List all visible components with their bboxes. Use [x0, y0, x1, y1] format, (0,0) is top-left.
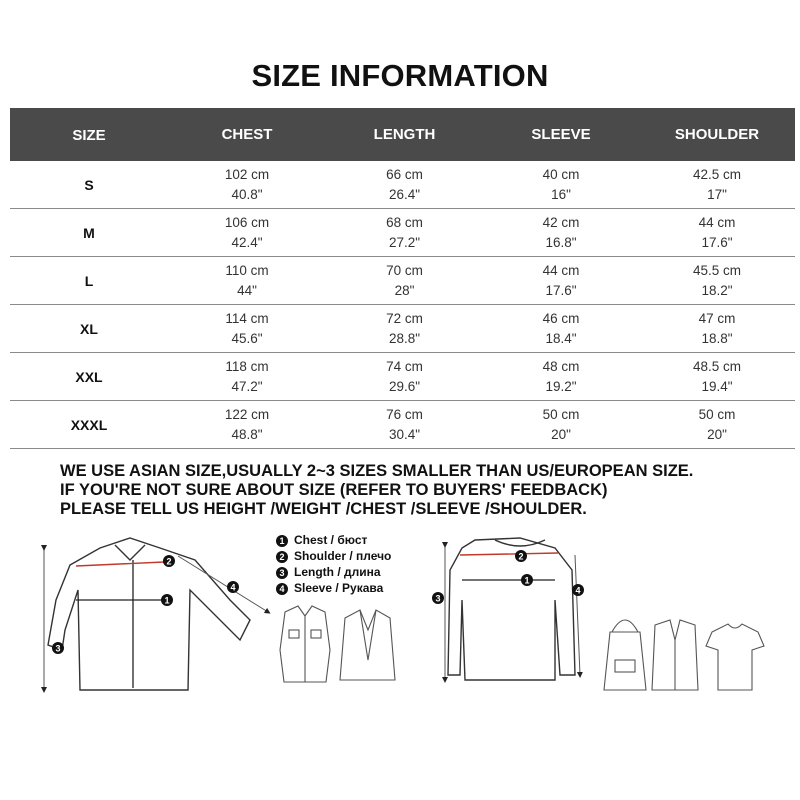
- legend-num-icon: 1: [276, 535, 288, 547]
- chest-cell: [168, 209, 326, 257]
- size-notes: [60, 462, 790, 519]
- chest-cell: [168, 161, 326, 209]
- sleeve-cm: 50 cm: [542, 406, 580, 422]
- legend-label: Chest / бюст: [294, 533, 368, 547]
- sweater-sleeve-marker-num: 4: [575, 585, 581, 596]
- shoulder-inch: 17": [707, 186, 727, 202]
- size-label: L: [10, 257, 168, 305]
- chest-cm: 118 cm: [225, 358, 269, 374]
- sleeve-marker: [227, 581, 239, 593]
- blazer-icon: [340, 610, 395, 680]
- sleeve-inch: 20": [551, 426, 571, 442]
- chest-cell: [168, 353, 326, 401]
- legend-num-icon: 2: [276, 551, 288, 563]
- sleeve-cm: 46 cm: [542, 310, 580, 326]
- legend-item-chest: [276, 532, 391, 548]
- table-row: [10, 401, 795, 449]
- shoulder-cm: 47 cm: [698, 310, 736, 326]
- legend-label: Sleeve / Рукава: [294, 581, 384, 595]
- size-label: XXXL: [10, 401, 168, 449]
- length-cm: 68 cm: [386, 214, 423, 230]
- shoulder-cell: [639, 161, 795, 209]
- shirt-measure-icon: [44, 538, 268, 690]
- length-cell: [326, 353, 483, 401]
- header-chest: CHEST: [168, 108, 326, 161]
- table-row: [10, 209, 795, 257]
- table-header-row: [10, 108, 795, 161]
- shoulder-inch: 18.2": [701, 282, 733, 298]
- shoulder-cell: [639, 209, 795, 257]
- sleeve-inch: 18.4": [545, 330, 577, 346]
- chest-cell: [168, 257, 326, 305]
- length-cm: 76 cm: [386, 406, 423, 422]
- sleeve-cm: 40 cm: [542, 166, 580, 182]
- shoulder-cell: [639, 305, 795, 353]
- legend-num-icon: 3: [276, 567, 288, 579]
- length-inch: 29.6": [388, 378, 421, 394]
- size-label: S: [10, 161, 168, 209]
- shoulder-cell: [639, 353, 795, 401]
- table-row: [10, 161, 795, 209]
- legend-item-length: [276, 564, 391, 580]
- sleeve-inch: 19.2": [545, 378, 577, 394]
- sleeve-cell: [483, 353, 639, 401]
- length-cell: [326, 257, 483, 305]
- measurement-diagram: [0, 528, 800, 698]
- chest-cm: 102 cm: [224, 166, 270, 182]
- chest-cm: 114 cm: [225, 310, 269, 326]
- page-title: SIZE INFORMATION: [251, 58, 549, 93]
- sleeve-inch: 16.8": [545, 234, 577, 250]
- shoulder-cm: 45.5 cm: [692, 262, 742, 278]
- sweater-sleeve-marker: [572, 584, 584, 596]
- shoulder-marker: [163, 555, 175, 567]
- sweater-length-marker-num: 3: [435, 593, 441, 604]
- length-cm: 66 cm: [386, 166, 423, 182]
- sweater-length-marker: [432, 592, 444, 604]
- shoulder-inch: 17.6": [701, 234, 733, 250]
- measurement-legend: [276, 532, 391, 596]
- sleeve-cell: [483, 305, 639, 353]
- denim-jacket-icon: [280, 606, 330, 682]
- header-sleeve: SLEEVE: [483, 108, 639, 161]
- chest-inch: 47.2": [231, 378, 263, 394]
- size-label: M: [10, 209, 168, 257]
- chest-marker-num: 1: [164, 595, 170, 606]
- length-inch: 30.4": [388, 426, 421, 442]
- header-length: LENGTH: [326, 108, 483, 161]
- length-cell: [326, 305, 483, 353]
- chest-inch: 42.4": [231, 234, 263, 250]
- legend-num-icon: 4: [276, 583, 288, 595]
- length-inch: 26.4": [388, 186, 421, 202]
- shoulder-marker-num: 2: [166, 556, 172, 567]
- shoulder-cm: 48.5 cm: [692, 358, 742, 374]
- sleeve-cell: [483, 257, 639, 305]
- note-line: IF YOU'RE NOT SURE ABOUT SIZE (REFER TO BUYERS' FEEDBACK): [60, 481, 608, 499]
- header-size: SIZE: [10, 108, 168, 161]
- chest-inch: 40.8": [231, 186, 263, 202]
- shoulder-cm: 50 cm: [698, 406, 736, 422]
- chest-marker: [161, 594, 173, 606]
- sleeve-inch: 17.6": [545, 282, 577, 298]
- sleeve-cell: [483, 209, 639, 257]
- shoulder-inch: 20": [707, 426, 727, 442]
- legend-item-shoulder: [276, 548, 391, 564]
- header-shoulder: SHOULDER: [639, 108, 795, 161]
- length-inch: 27.2": [388, 234, 421, 250]
- chest-cell: [168, 401, 326, 449]
- table-row: [10, 257, 795, 305]
- shoulder-inch: 19.4": [701, 378, 733, 394]
- table-row: [10, 305, 795, 353]
- sleeve-cell: [483, 401, 639, 449]
- shoulder-inch: 18.8": [701, 330, 733, 346]
- legend-label: Length / длина: [294, 565, 381, 579]
- sweater-chest-marker: [521, 574, 533, 586]
- length-cell: [326, 209, 483, 257]
- shoulder-cm: 44 cm: [698, 214, 736, 230]
- length-inch: 28.8": [388, 330, 421, 346]
- sleeve-cm: 42 cm: [542, 214, 580, 230]
- length-inch: 28": [394, 282, 415, 298]
- size-label: XL: [10, 305, 168, 353]
- sleeve-cell: [483, 161, 639, 209]
- sleeve-marker-num: 4: [230, 582, 236, 593]
- chest-cm: 122 cm: [224, 406, 270, 422]
- shoulder-cm: 42.5 cm: [692, 166, 742, 182]
- chest-cm: 106 cm: [224, 214, 270, 230]
- note-line: WE USE ASIAN SIZE,USUALLY 2~3 SIZES SMALLER THAN US/EUROPEAN SIZE.: [60, 462, 694, 480]
- size-table: [10, 108, 795, 449]
- chest-cm: 110 cm: [225, 262, 269, 278]
- legend-label: Shoulder / плечо: [294, 549, 392, 563]
- tshirt-icon: [706, 624, 764, 690]
- length-marker: [52, 642, 64, 654]
- legend-item-sleeve: [276, 580, 391, 596]
- sweater-shoulder-marker: [515, 550, 527, 562]
- note-line: PLEASE TELL US HEIGHT /WEIGHT /CHEST /SLEEVE /SHOULDER.: [60, 500, 587, 518]
- sleeve-cm: 44 cm: [542, 262, 580, 278]
- size-label: XXL: [10, 353, 168, 401]
- table-row: [10, 353, 795, 401]
- chest-cell: [168, 305, 326, 353]
- sleeve-inch: 16": [551, 186, 571, 202]
- cardigan-icon: [652, 620, 698, 690]
- chest-inch: 45.6": [231, 330, 263, 346]
- chest-inch: 44": [237, 282, 257, 298]
- length-marker-num: 3: [55, 643, 61, 654]
- sweater-measure-icon: [445, 538, 580, 680]
- length-cm: 74 cm: [386, 358, 423, 374]
- sleeve-cm: 48 cm: [542, 358, 580, 374]
- length-cell: [326, 401, 483, 449]
- chest-inch: 48.8": [231, 426, 263, 442]
- sweater-shoulder-marker-num: 2: [518, 551, 524, 562]
- shoulder-cell: [639, 401, 795, 449]
- sweater-chest-marker-num: 1: [524, 575, 530, 586]
- length-cm: 70 cm: [386, 262, 423, 278]
- length-cell: [326, 161, 483, 209]
- shoulder-cell: [639, 257, 795, 305]
- length-cm: 72 cm: [386, 310, 423, 326]
- hoodie-icon: [604, 620, 646, 690]
